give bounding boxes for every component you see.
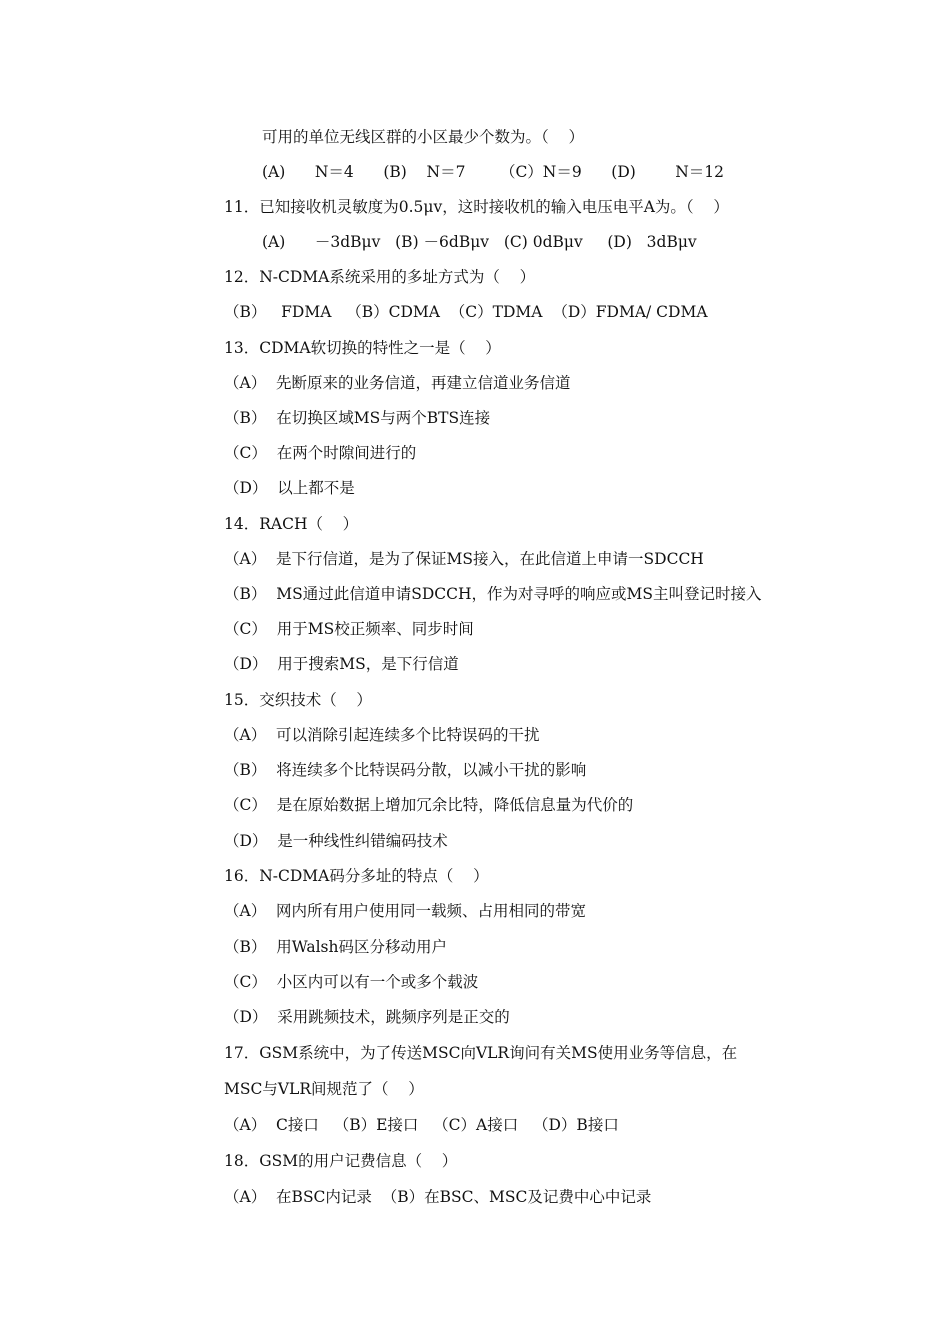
q17-options: （A） C接口 （B）E接口 （C）A接口 （D）B接口 bbox=[224, 1116, 619, 1134]
q17-question: 17．GSM系统中，为了传送MSC向VLR询问有关MS使用业务等信息，在 bbox=[224, 1044, 738, 1062]
q13-question: 13．CDMA软切换的特性之一是（ ） bbox=[224, 339, 501, 357]
q16-option-c: （C） 小区内可以有一个或多个载波 bbox=[224, 973, 479, 991]
q13-option-b: （B） 在切换区域MS与两个BTS连接 bbox=[224, 409, 491, 427]
q12-options: （B） FDMA （B）CDMA （C）TDMA （D）FDMA/ CDMA bbox=[224, 303, 708, 321]
q15-option-c: （C） 是在原始数据上增加冗余比特，降低信息量为代价的 bbox=[224, 796, 634, 814]
q15-option-d: （D） 是一种线性纠错编码技术 bbox=[224, 832, 448, 850]
q15-option-b: （B） 将连续多个比特误码分散，以减小干扰的影响 bbox=[224, 761, 587, 779]
q11-options: (A) －3dBμv (B) －6dBμv (C) 0dBμv (D) 3dBμv bbox=[262, 233, 697, 251]
q14-option-a: （A） 是下行信道，是为了保证MS接入，在此信道上申请一SDCCH bbox=[224, 550, 704, 568]
q14-option-c: （C） 用于MS校正频率、同步时间 bbox=[224, 620, 474, 638]
q15-question: 15．交织技术（ ） bbox=[224, 691, 372, 709]
q14-question: 14．RACH（ ） bbox=[224, 515, 359, 533]
q18-question: 18．GSM的用户记费信息（ ） bbox=[224, 1152, 458, 1170]
q18-options: （A） 在BSC内记录 （B）在BSC、MSC及记费中心中记录 bbox=[224, 1188, 652, 1206]
q17-question-cont: MSC与VLR间规范了（ ） bbox=[224, 1080, 424, 1098]
q16-option-a: （A） 网内所有用户使用同一载频、占用相同的带宽 bbox=[224, 902, 587, 920]
q16-option-d: （D） 采用跳频技术，跳频序列是正交的 bbox=[224, 1008, 510, 1026]
q16-option-b: （B） 用Walsh码区分移动用户 bbox=[224, 938, 447, 956]
q10-options: (A) N＝4 (B) N＝7 （C）N＝9 (D) N＝12 bbox=[262, 163, 725, 181]
q10-question-cont: 可用的单位无线区群的小区最少个数为。（ ） bbox=[262, 128, 584, 146]
q13-option-a: （A） 先断原来的业务信道，再建立信道业务信道 bbox=[224, 374, 571, 392]
q15-option-a: （A） 可以消除引起连续多个比特误码的干扰 bbox=[224, 726, 540, 744]
q16-question: 16．N-CDMA码分多址的特点（ ） bbox=[224, 867, 489, 885]
q11-question: 11．已知接收机灵敏度为0.5μv，这时接收机的输入电压电平A为。（ ） bbox=[224, 198, 729, 216]
q14-option-d: （D） 用于搜索MS，是下行信道 bbox=[224, 655, 459, 673]
q14-option-b: （B） MS通过此信道申请SDCCH，作为对寻呼的响应或MS主叫登记时接入 bbox=[224, 585, 762, 603]
q13-option-c: （C） 在两个时隙间进行的 bbox=[224, 444, 417, 462]
q12-question: 12．N-CDMA系统采用的多址方式为（ ） bbox=[224, 268, 536, 286]
q13-option-d: （D） 以上都不是 bbox=[224, 479, 355, 497]
